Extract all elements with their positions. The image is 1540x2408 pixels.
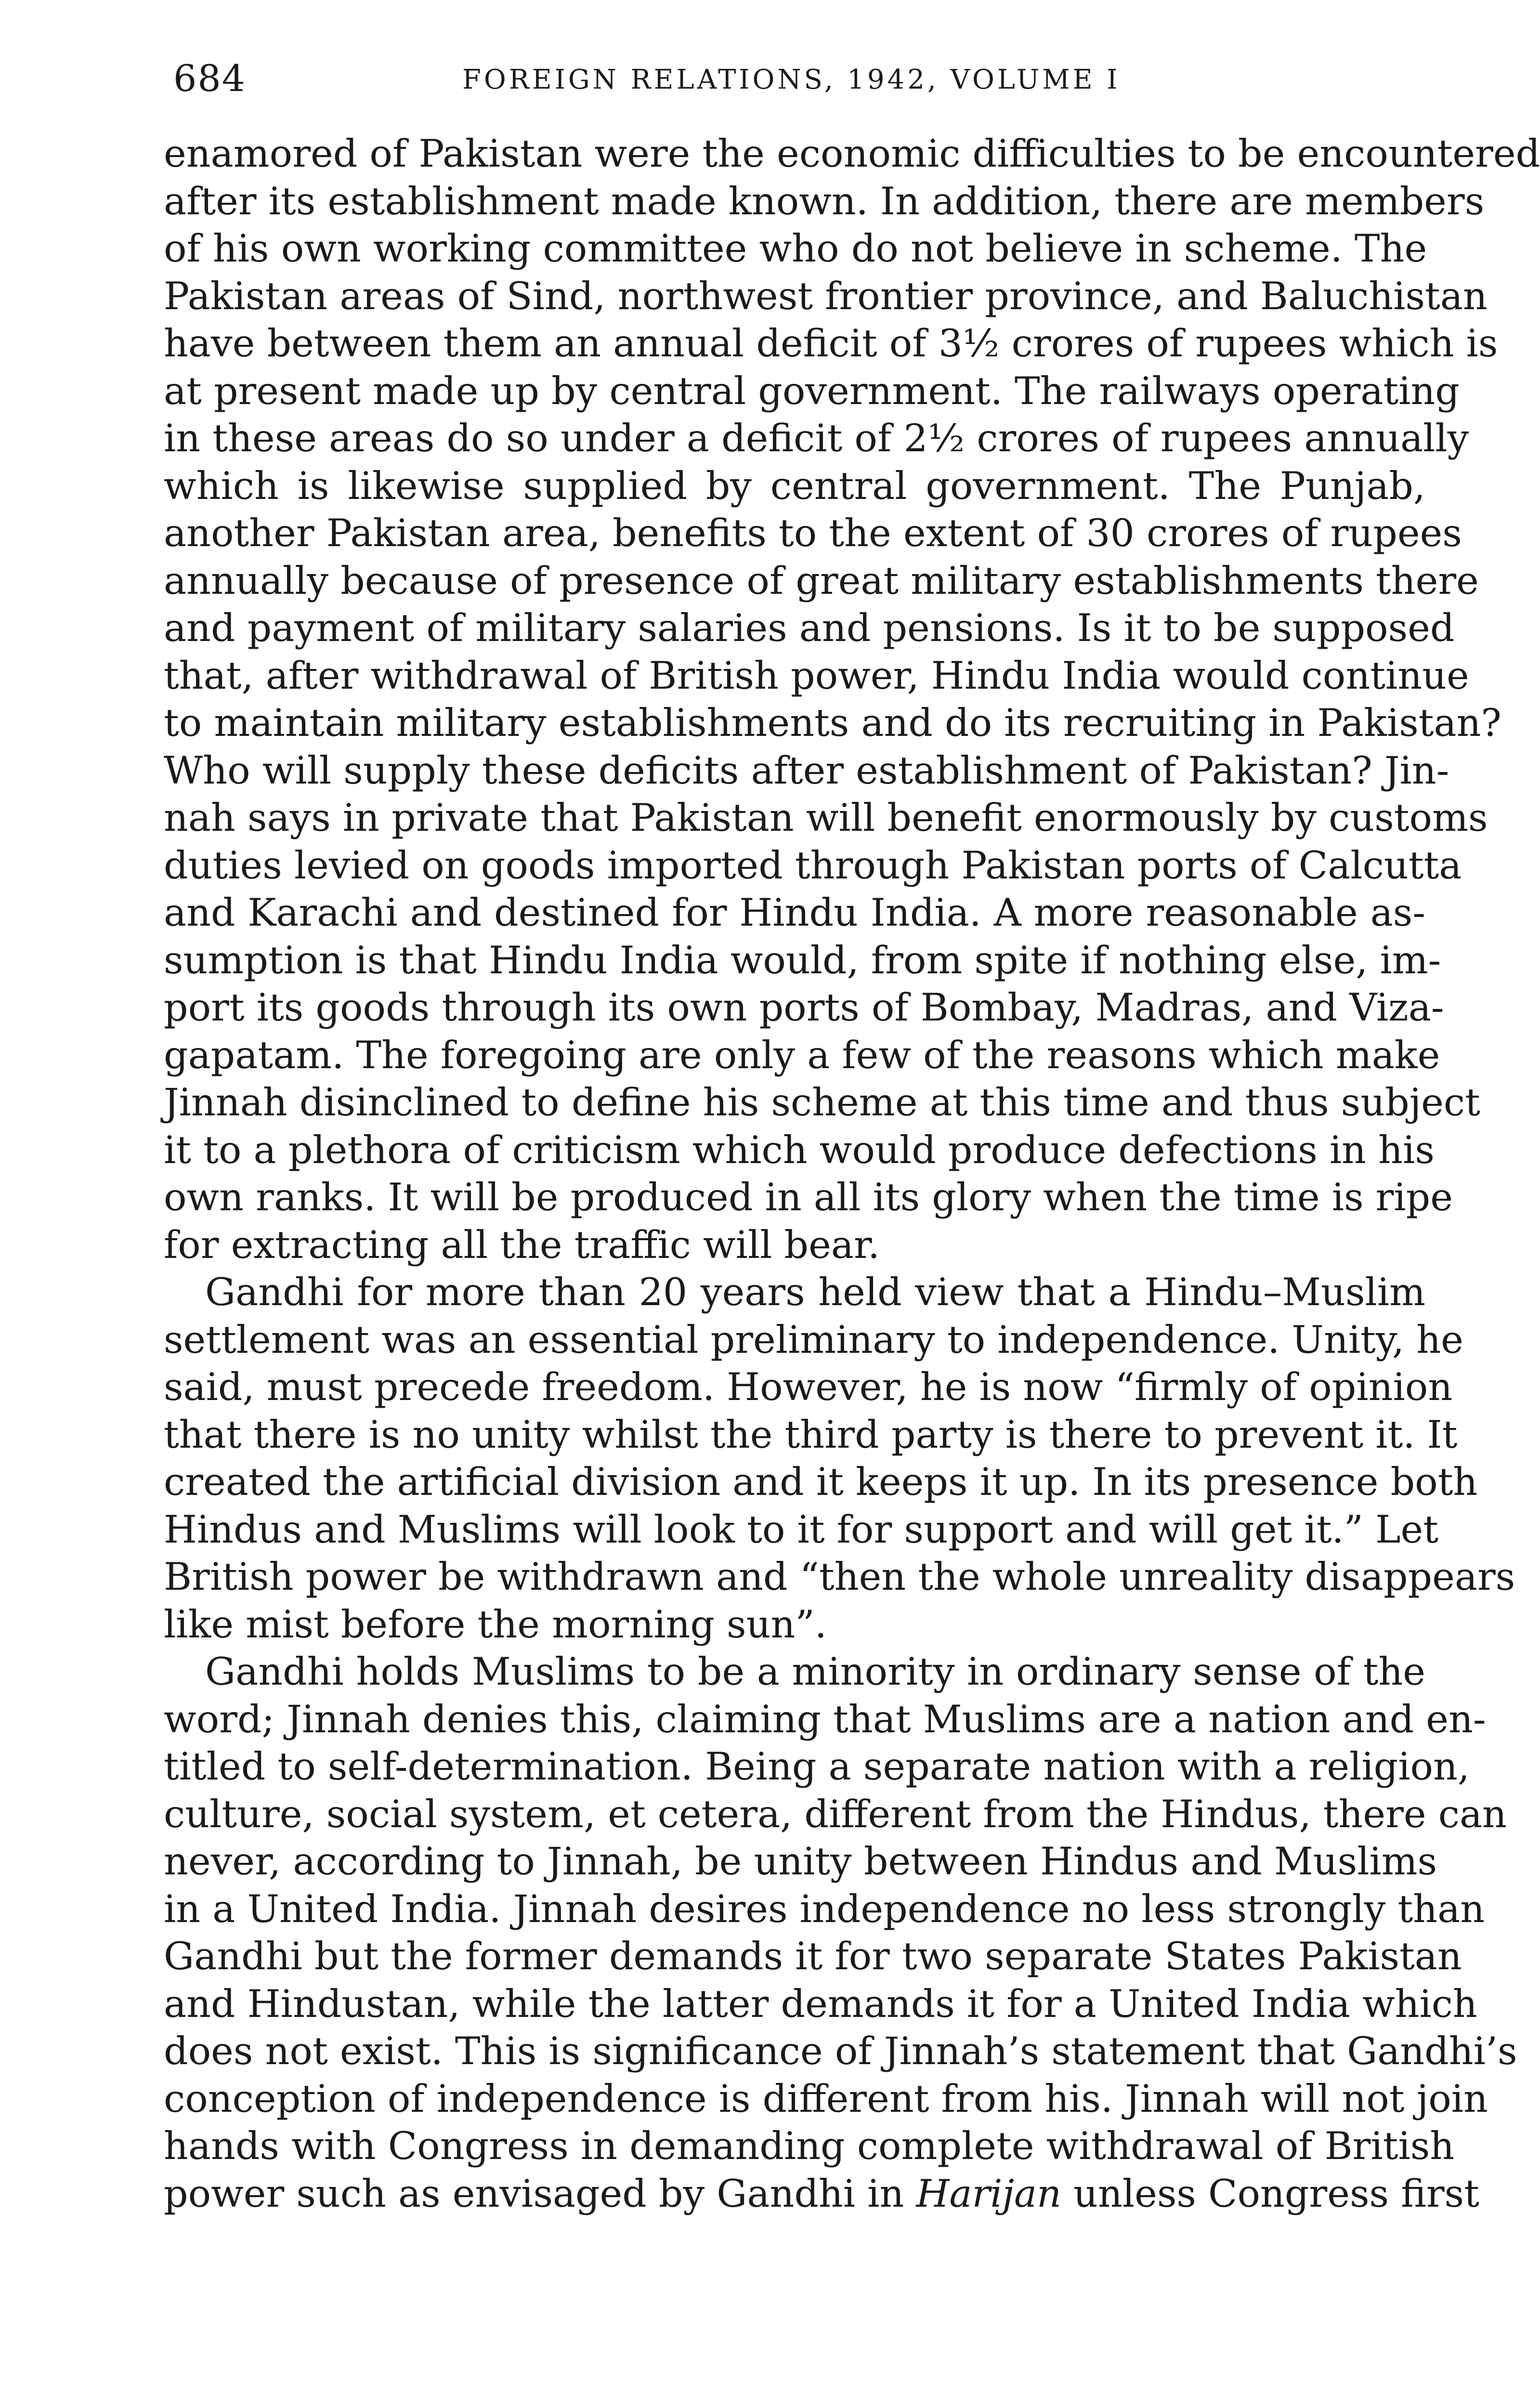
- text-line-with-italic: [164, 2170, 1479, 2218]
- text-line: after its establishment made known. In addition, there are members: [164, 179, 1485, 223]
- text-line: settlement was an essential preliminary to independence. Unity, he: [164, 1317, 1463, 1362]
- text-line: Hindus and Muslims will look to it for support and will get it.” Let: [164, 1507, 1439, 1552]
- text-line: Jinnah disinclined to define his scheme at this time and thus subject: [164, 1080, 1480, 1125]
- text-line: Gandhi for more than 20 years held view that a Hindu–Muslim: [205, 1270, 1425, 1314]
- text-line: that, after withdrawal of British power, Hindu India would continue: [164, 653, 1469, 698]
- text-line: annually because of presence of great military establishments there: [164, 558, 1479, 603]
- text-line: conception of independence is different from his. Jinnah will not join: [164, 2076, 1488, 2121]
- text-line: created the artificial division and it keeps it up. In its presence both: [164, 1460, 1478, 1504]
- text-line: in these areas do so under a deficit of 2½ crores of rupees annually: [164, 416, 1469, 460]
- text-line: own ranks. It will be produced in all its glory when the time is ripe: [164, 1175, 1453, 1219]
- text-line: another Pakistan area, benefits to the extent of 30 crores of rupees: [164, 511, 1462, 555]
- text-line: and Hindustan, while the latter demands it for a United India which: [164, 1981, 1477, 2026]
- text-line: culture, social system, et cetera, different from the Hindus, there can: [164, 1792, 1507, 1836]
- text-line: titled to self-determination. Being a separate nation with a religion,: [164, 1744, 1470, 1789]
- text-line: said, must precede freedom. However, he is now “firmly of opinion: [164, 1365, 1453, 1409]
- text-segment: unless Congress first: [1061, 2171, 1479, 2216]
- running-head: FOREIGN RELATIONS, 1942, VOLUME I: [462, 64, 1121, 95]
- text-line: nah says in private that Pakistan will benefit enormously by customs: [164, 796, 1488, 840]
- page-number: 684: [173, 57, 247, 100]
- text-line: does not exist. This is significance of Jinnah’s statement that Gandhi’s: [164, 2029, 1517, 2073]
- body-text: [164, 130, 1540, 2217]
- text-line: British power be withdrawn and “then the whole unreality disappears: [164, 1555, 1515, 1599]
- text-line: Gandhi but the former demands it for two separate States Pakistan: [164, 1934, 1462, 1978]
- text-line: it to a plethora of criticism which would produce defections in his: [164, 1127, 1435, 1172]
- text-line: which is likewise supplied by central government. The Punjab,: [164, 463, 1425, 508]
- text-line: and Karachi and destined for Hindu India. A more reasonable as-: [164, 890, 1425, 935]
- text-line: port its goods through its own ports of Bombay, Madras, and Viza-: [164, 985, 1444, 1030]
- text-line: of his own working committee who do not believe in scheme. The: [164, 226, 1427, 271]
- text-line: in a United India. Jinnah desires independence no less strongly than: [164, 1886, 1485, 1931]
- text-line: like mist before the morning sun”.: [164, 1602, 827, 1647]
- text-line: enamored of Pakistan were the economic difficulties to be encountered: [164, 131, 1540, 176]
- text-line: that there is no unity whilst the third party is there to prevent it. It: [164, 1412, 1458, 1457]
- text-line: hands with Congress in demanding complete withdrawal of British: [164, 2124, 1455, 2168]
- text-line: never, according to Jinnah, be unity between Hindus and Muslims: [164, 1839, 1437, 1884]
- text-segment: power such as envisaged by Gandhi in: [164, 2171, 916, 2216]
- text-line: at present made up by central government. The railways operating: [164, 368, 1460, 413]
- text-line: gapatam. The foregoing are only a few of the reasons which make: [164, 1033, 1440, 1077]
- text-line: word; Jinnah denies this, claiming that Muslims are a nation and en-: [164, 1697, 1486, 1741]
- text-line: duties levied on goods imported through Pakistan ports of Calcutta: [164, 843, 1462, 888]
- text-line: to maintain military establishments and do its recruiting in Pakistan?: [164, 701, 1501, 745]
- text-line: and payment of military salaries and pensions. Is it to be supposed: [164, 606, 1455, 650]
- text-line: have between them an annual deficit of 3½ crores of rupees which is: [164, 321, 1498, 366]
- text-line: Pakistan areas of Sind, northwest frontier province, and Baluchistan: [164, 274, 1488, 318]
- text-line: sumption is that Hindu India would, from spite if nothing else, im-: [164, 938, 1441, 982]
- publication-title-italic: Harijan: [916, 2171, 1061, 2216]
- text-line: Who will supply these deficits after establishment of Pakistan? Jin-: [164, 748, 1449, 793]
- text-line: for extracting all the traffic will bear.: [164, 1222, 880, 1267]
- text-line: Gandhi holds Muslims to be a minority in ordinary sense of the: [205, 1649, 1425, 1694]
